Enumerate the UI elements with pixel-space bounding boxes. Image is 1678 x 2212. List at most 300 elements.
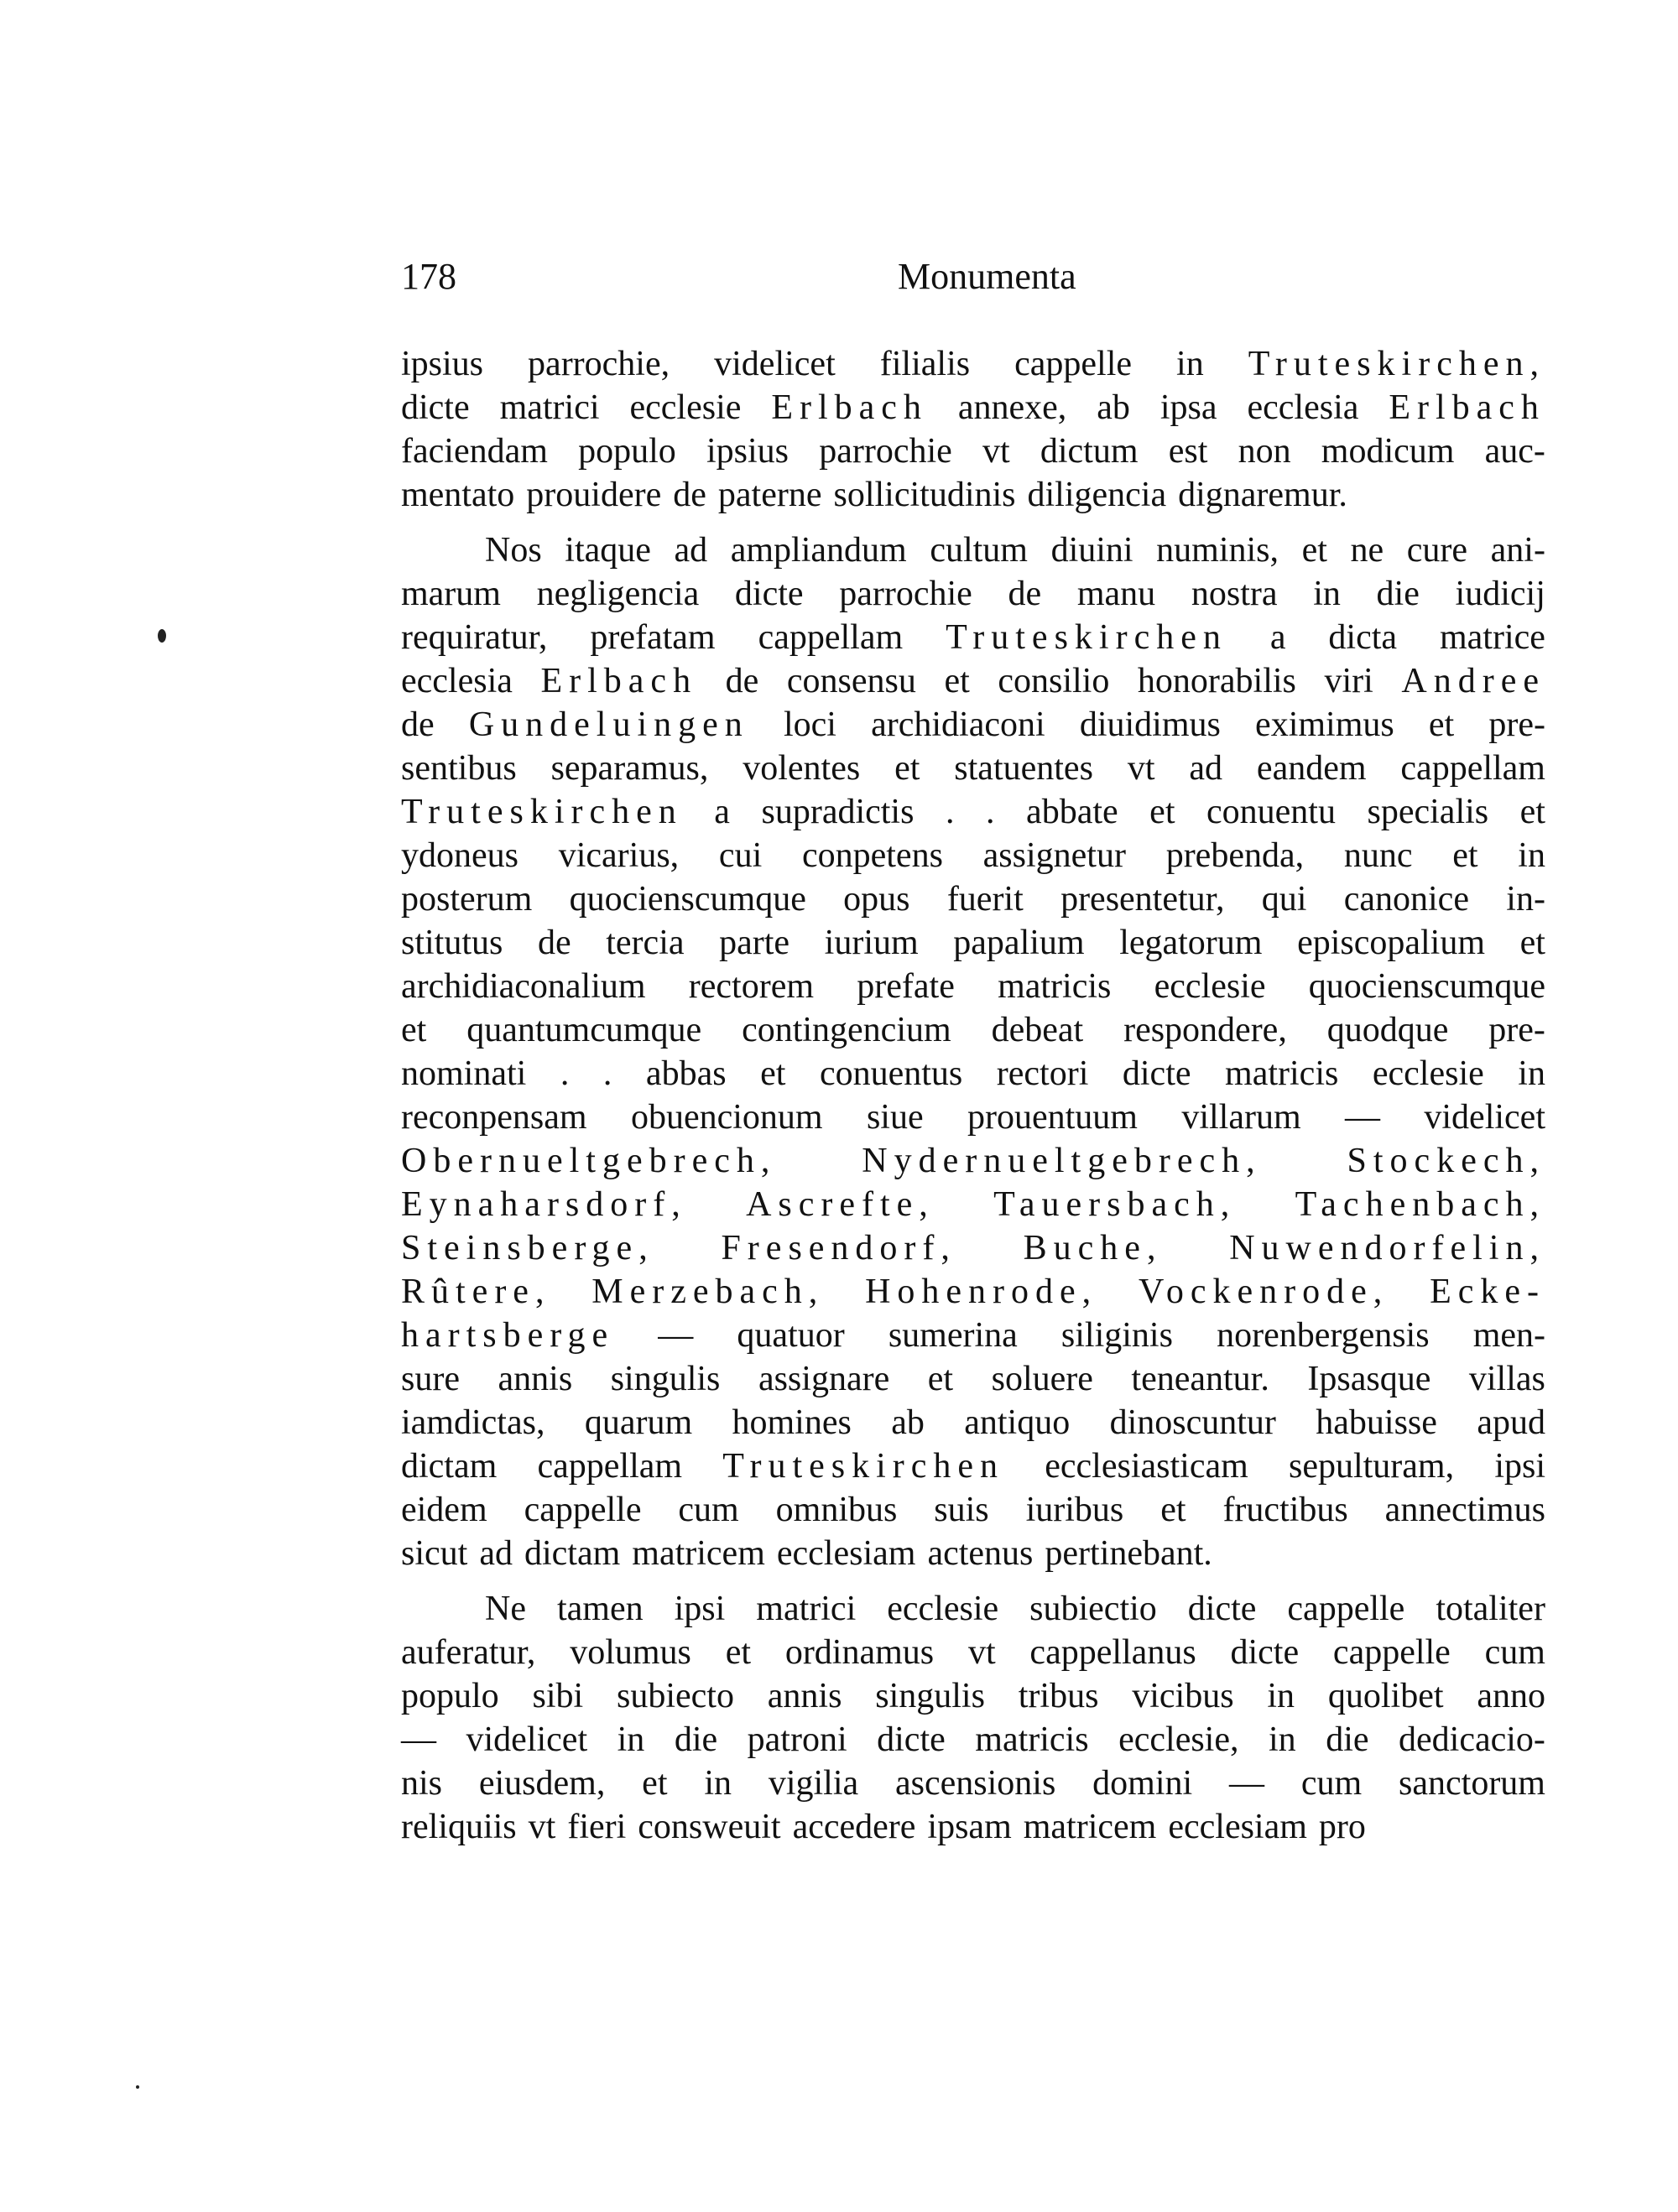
word: pro: [1318, 1808, 1366, 1846]
word: de: [673, 476, 706, 514]
text-line: [401, 572, 1545, 616]
word: et: [642, 1764, 668, 1803]
word: pertinebant.: [1045, 1534, 1212, 1573]
word: modicum: [1321, 432, 1455, 471]
word: —: [1229, 1764, 1265, 1803]
word: tribus: [1018, 1677, 1099, 1715]
text-line: [401, 429, 1545, 473]
word: quarum: [584, 1403, 693, 1442]
word: Erlbach: [771, 388, 928, 427]
word: auc-: [1484, 432, 1545, 471]
word: Stockech,: [1347, 1142, 1545, 1180]
word: villarum: [1181, 1098, 1301, 1137]
word: quolibet: [1327, 1677, 1444, 1715]
word: dicte: [1230, 1633, 1300, 1672]
word: vigilia: [768, 1764, 859, 1803]
word: volumus: [570, 1633, 691, 1672]
word: die: [674, 1720, 718, 1759]
word: eidem: [401, 1491, 487, 1529]
word: parrochie,: [528, 345, 670, 383]
word: obuencionum: [630, 1098, 823, 1137]
word: Nos: [485, 531, 542, 570]
word: nostra: [1191, 575, 1278, 613]
word: pre-: [1488, 1011, 1545, 1049]
word: cappellanus: [1029, 1633, 1196, 1672]
word: dictum: [1040, 432, 1139, 471]
word: diligencia: [1027, 476, 1167, 514]
text-line: [401, 1183, 1545, 1226]
word: manu: [1076, 575, 1156, 613]
word: ani-: [1490, 531, 1545, 570]
word: negligencia: [536, 575, 700, 613]
word: quantumcumque: [466, 1011, 702, 1049]
word: abbate: [1026, 793, 1118, 831]
word: in: [1518, 836, 1545, 875]
text-line: [401, 1270, 1545, 1314]
word: et: [1452, 836, 1478, 875]
word: dignaremur.: [1178, 476, 1347, 514]
word: videlicet: [1424, 1098, 1545, 1137]
word: prefate: [857, 967, 955, 1006]
word: et: [927, 1360, 954, 1398]
word: sumerina: [888, 1316, 1018, 1355]
text-line: [401, 1314, 1545, 1357]
text-line: [401, 790, 1545, 834]
word: singulis: [875, 1677, 985, 1715]
text-line: [401, 1805, 1545, 1849]
word: in: [1313, 575, 1341, 613]
word: vt: [528, 1808, 556, 1846]
word: matrici: [499, 388, 600, 427]
word: dicte: [1122, 1054, 1191, 1093]
word: rectori: [996, 1054, 1089, 1093]
word: populo: [401, 1677, 499, 1715]
word: de: [1008, 575, 1042, 613]
word: —: [401, 1720, 436, 1759]
word: cappelle: [1332, 1633, 1451, 1672]
word: siliginis: [1060, 1316, 1173, 1355]
word: ecclesiasticam: [1045, 1447, 1248, 1486]
word: auferatur,: [401, 1633, 536, 1672]
word: in: [1269, 1720, 1296, 1759]
word: specialis: [1367, 793, 1489, 831]
word: Ecke-: [1430, 1273, 1545, 1311]
text-line: [401, 473, 1545, 517]
word: dicte: [877, 1720, 946, 1759]
word: in: [617, 1720, 645, 1759]
word: stitutus: [401, 924, 503, 962]
text-line: [401, 1226, 1545, 1270]
word: conuentu: [1206, 793, 1336, 831]
word: ad: [1189, 749, 1223, 788]
word: ab: [891, 1403, 925, 1442]
word: singulis: [610, 1360, 721, 1398]
word: parrochie: [819, 432, 952, 471]
word: a: [714, 793, 730, 831]
word: omnibus: [775, 1491, 898, 1529]
word: ipsius: [706, 432, 789, 471]
word: filialis: [879, 345, 971, 383]
word: ecclesie: [1154, 967, 1266, 1006]
text-line: [401, 616, 1545, 659]
word: annexe,: [957, 388, 1067, 427]
word: matrice: [1440, 618, 1545, 657]
word: volentes: [743, 749, 861, 788]
word: hartsberge: [401, 1316, 615, 1355]
word: sentibus: [401, 749, 517, 788]
word: conuentus: [819, 1054, 963, 1093]
word: ipsius: [401, 345, 484, 383]
word: itaque: [565, 531, 651, 570]
word: vt: [1127, 749, 1155, 788]
word: Nydernueltgebrech,: [862, 1142, 1262, 1180]
word: ecclesie: [887, 1590, 999, 1628]
word: tercia: [606, 924, 685, 962]
word: —: [1345, 1098, 1381, 1137]
word: consilio: [998, 662, 1110, 700]
word: ipsi: [674, 1590, 726, 1628]
page-number: 178: [401, 256, 456, 297]
word: Gundeluingen: [468, 705, 749, 744]
word: ab: [1097, 388, 1130, 427]
word: Truteskirchen: [722, 1447, 1005, 1486]
text-line: [401, 1139, 1545, 1183]
word: archidiaconalium: [401, 967, 646, 1006]
word: Truteskirchen,: [1248, 345, 1545, 383]
word: assignetur: [982, 836, 1126, 875]
text-line: [401, 1052, 1545, 1096]
word: habuisse: [1316, 1403, 1437, 1442]
text-line: [401, 1532, 1545, 1575]
word: requiratur,: [401, 618, 548, 657]
word: Eynaharsdorf,: [401, 1185, 687, 1224]
word: Steinsberge,: [401, 1229, 654, 1267]
word: ecclesia: [401, 662, 513, 700]
word: legatorum: [1119, 924, 1263, 962]
word: Truteskirchen: [401, 793, 683, 831]
word: videlicet: [714, 345, 836, 383]
word: cultum: [930, 531, 1028, 570]
text-line: [401, 921, 1545, 965]
ink-speck: [136, 2085, 139, 2089]
word: sepulturam,: [1288, 1447, 1455, 1486]
word: et: [1149, 793, 1175, 831]
word: quodque: [1326, 1011, 1449, 1049]
word: matricis: [998, 967, 1112, 1006]
word: Ascrefte,: [746, 1185, 935, 1224]
text-line: [401, 1444, 1545, 1488]
word: faciendam: [401, 432, 548, 471]
word: soluere: [991, 1360, 1093, 1398]
word: Tachenbach,: [1295, 1185, 1545, 1224]
text-line: [401, 747, 1545, 790]
word: vt: [982, 432, 1010, 471]
word: villas: [1468, 1360, 1545, 1398]
word: teneantur.: [1131, 1360, 1269, 1398]
word: canonice: [1343, 880, 1469, 919]
word: loci: [783, 705, 836, 744]
text-line: [401, 1674, 1545, 1718]
word: non: [1238, 432, 1291, 471]
word: in: [704, 1764, 732, 1803]
word: Obernueltgebrech,: [401, 1142, 777, 1180]
body-text: [401, 342, 1545, 1849]
word: diuini: [1050, 531, 1133, 570]
word: ecclesia: [1247, 388, 1359, 427]
word: cum: [1300, 1764, 1363, 1803]
word: in: [1518, 1054, 1545, 1093]
word: dictam: [401, 1447, 498, 1486]
word: ipsa: [1159, 388, 1217, 427]
word: Erlbach: [540, 662, 698, 700]
word: in: [1176, 345, 1204, 383]
word: nunc: [1343, 836, 1413, 875]
word: vicibus: [1132, 1677, 1234, 1715]
word: et: [944, 662, 970, 700]
word: cappellam: [537, 1447, 683, 1486]
text-line: [401, 342, 1545, 386]
word: conpetens: [801, 836, 943, 875]
word: ne: [1350, 531, 1384, 570]
word: cappelle: [524, 1491, 642, 1529]
word: Vockenrode,: [1138, 1273, 1389, 1311]
text-line: [401, 834, 1545, 877]
word: .: [986, 793, 995, 831]
word: .: [602, 1054, 612, 1093]
word: parrochie: [839, 575, 972, 613]
word: .: [560, 1054, 570, 1093]
word: et: [1428, 705, 1455, 744]
text-line: [401, 1357, 1545, 1401]
word: Ipsasque: [1307, 1360, 1431, 1398]
word: prebenda,: [1165, 836, 1305, 875]
text-line: [401, 965, 1545, 1008]
word: men-: [1472, 1316, 1545, 1355]
word: cappelle: [1287, 1590, 1405, 1628]
text-line: [401, 1587, 1545, 1631]
word: presentetur,: [1060, 880, 1225, 919]
word: homines: [732, 1403, 852, 1442]
word: cure: [1406, 531, 1468, 570]
word: debeat: [991, 1011, 1084, 1049]
word: subiecto: [616, 1677, 734, 1715]
word: nominati: [401, 1054, 527, 1093]
word: de: [401, 705, 435, 744]
word: ecclesiam: [1168, 1808, 1307, 1846]
word: cappellam: [1400, 749, 1545, 788]
word: ecclesie,: [1118, 1720, 1239, 1759]
word: et: [401, 1011, 427, 1049]
word: abbas: [645, 1054, 727, 1093]
word: domini: [1092, 1764, 1193, 1803]
word: siue: [866, 1098, 924, 1137]
word: viri: [1324, 662, 1373, 700]
word: consweuit: [638, 1808, 781, 1846]
word: ipsam: [927, 1808, 1012, 1846]
word: marum: [401, 575, 501, 613]
word: eiusdem,: [478, 1764, 606, 1803]
word: videlicet: [466, 1720, 588, 1759]
word: parte: [719, 924, 790, 962]
word: consensu: [786, 662, 916, 700]
word: contingencium: [742, 1011, 951, 1049]
word: annis: [498, 1360, 573, 1398]
word: rectorem: [688, 967, 815, 1006]
text-line: [401, 659, 1545, 703]
word: sure: [401, 1360, 460, 1398]
word: opus: [843, 880, 910, 919]
word: matricis: [1225, 1054, 1339, 1093]
word: a: [1269, 618, 1286, 657]
word: —: [658, 1316, 694, 1355]
paragraph-gap: [401, 517, 1545, 528]
word: cappellam: [758, 618, 904, 657]
word: Erlbach: [1389, 388, 1545, 427]
word: ordinamus: [784, 1633, 935, 1672]
ink-speck: [158, 629, 166, 643]
word: annectimus: [1384, 1491, 1545, 1529]
word: cappelle: [1014, 345, 1133, 383]
word: reconpensam: [401, 1098, 587, 1137]
word: Hohenrode,: [865, 1273, 1098, 1311]
word: dedicacio-: [1399, 1720, 1545, 1759]
word: in-: [1506, 880, 1545, 919]
text-line: [401, 1008, 1545, 1052]
word: Andree: [1401, 662, 1545, 700]
word: separamus,: [550, 749, 709, 788]
word: quocienscumque: [569, 880, 806, 919]
word: prouentuum: [967, 1098, 1138, 1137]
word: mentato: [401, 476, 515, 514]
word: nis: [401, 1764, 443, 1803]
word: pre-: [1488, 705, 1545, 744]
word: ad: [674, 531, 708, 570]
word: in: [1267, 1677, 1295, 1715]
word: numinis,: [1156, 531, 1279, 570]
text-line: [401, 703, 1545, 747]
word: dictam: [524, 1534, 621, 1573]
word: matricem: [632, 1534, 765, 1573]
word: quocienscumque: [1308, 967, 1545, 1006]
word: et: [1519, 793, 1545, 831]
word: papalium: [953, 924, 1085, 962]
word: eandem: [1256, 749, 1367, 788]
word: matricis: [975, 1720, 1089, 1759]
word: dinoscuntur: [1109, 1403, 1276, 1442]
word: cum: [678, 1491, 739, 1529]
word: supradictis: [761, 793, 915, 831]
word: archidiaconi: [871, 705, 1045, 744]
word: tamen: [556, 1590, 644, 1628]
text-line: [401, 1631, 1545, 1674]
word: posterum: [401, 880, 533, 919]
word: prefatam: [590, 618, 716, 657]
word: dicte: [734, 575, 804, 613]
paragraph-gap: [401, 1575, 1545, 1587]
word: matricem: [1023, 1808, 1157, 1846]
word: iudicij: [1455, 575, 1545, 613]
word: statuentes: [954, 749, 1093, 788]
word: iamdictas,: [401, 1403, 545, 1442]
word: ad: [479, 1534, 513, 1573]
word: die: [1376, 575, 1420, 613]
word: Fresendorf,: [721, 1229, 956, 1267]
word: quatuor: [737, 1316, 845, 1355]
word: anno: [1477, 1677, 1545, 1715]
word: ascensionis: [895, 1764, 1056, 1803]
word: matrici: [756, 1590, 857, 1628]
word: et: [1301, 531, 1327, 570]
word: ecclesie: [1372, 1054, 1484, 1093]
word: suis: [934, 1491, 989, 1529]
word: ampliandum: [730, 531, 907, 570]
word: annis: [767, 1677, 842, 1715]
word: totaliter: [1436, 1590, 1545, 1628]
text-line: [401, 1488, 1545, 1532]
word: prouidere: [526, 476, 662, 514]
word: antiquo: [964, 1403, 1071, 1442]
word: et: [1519, 924, 1545, 962]
word: Nuwendorfelin,: [1229, 1229, 1545, 1267]
word: et: [760, 1054, 786, 1093]
word: populo: [578, 432, 676, 471]
text-line: [401, 528, 1545, 572]
word: cui: [718, 836, 763, 875]
word: ecclesie: [629, 388, 742, 427]
word: qui: [1261, 880, 1307, 919]
word: apud: [1477, 1403, 1545, 1442]
word: iuribus: [1025, 1491, 1124, 1529]
word: Buche,: [1023, 1229, 1163, 1267]
word: subiectio: [1029, 1590, 1157, 1628]
word: assignare: [758, 1360, 890, 1398]
text-line: [401, 877, 1545, 921]
word: de: [725, 662, 759, 700]
text-line: [401, 386, 1545, 429]
word: eximimus: [1255, 705, 1394, 744]
word: cum: [1484, 1633, 1545, 1672]
text-line: [401, 1718, 1545, 1762]
word: dicte: [1187, 1590, 1257, 1628]
word: paterne: [717, 476, 822, 514]
word: honorabilis: [1137, 662, 1296, 700]
word: norenbergensis: [1217, 1316, 1430, 1355]
word: actenus: [927, 1534, 1034, 1573]
word: est: [1168, 432, 1208, 471]
word: ipsi: [1494, 1447, 1545, 1486]
word: Tauersbach,: [993, 1185, 1237, 1224]
word: sollicitudinis: [833, 476, 1016, 514]
word: Ne: [485, 1590, 526, 1628]
word: fieri: [567, 1808, 627, 1846]
word: accedere: [792, 1808, 916, 1846]
word: et: [1160, 1491, 1186, 1529]
word: Merzebach,: [591, 1273, 825, 1311]
running-head: Monumenta: [898, 256, 1076, 297]
text-line: [401, 1096, 1545, 1139]
word: diuidimus: [1079, 705, 1221, 744]
word: die: [1326, 1720, 1369, 1759]
word: Truteskirchen: [946, 618, 1227, 657]
text-line: [401, 1401, 1545, 1444]
word: iurium: [824, 924, 919, 962]
word: sanctorum: [1399, 1764, 1545, 1803]
word: .: [945, 793, 955, 831]
word: patroni: [747, 1720, 847, 1759]
word: ecclesiam: [776, 1534, 916, 1573]
word: ydoneus: [401, 836, 519, 875]
word: reliquiis: [401, 1808, 517, 1846]
